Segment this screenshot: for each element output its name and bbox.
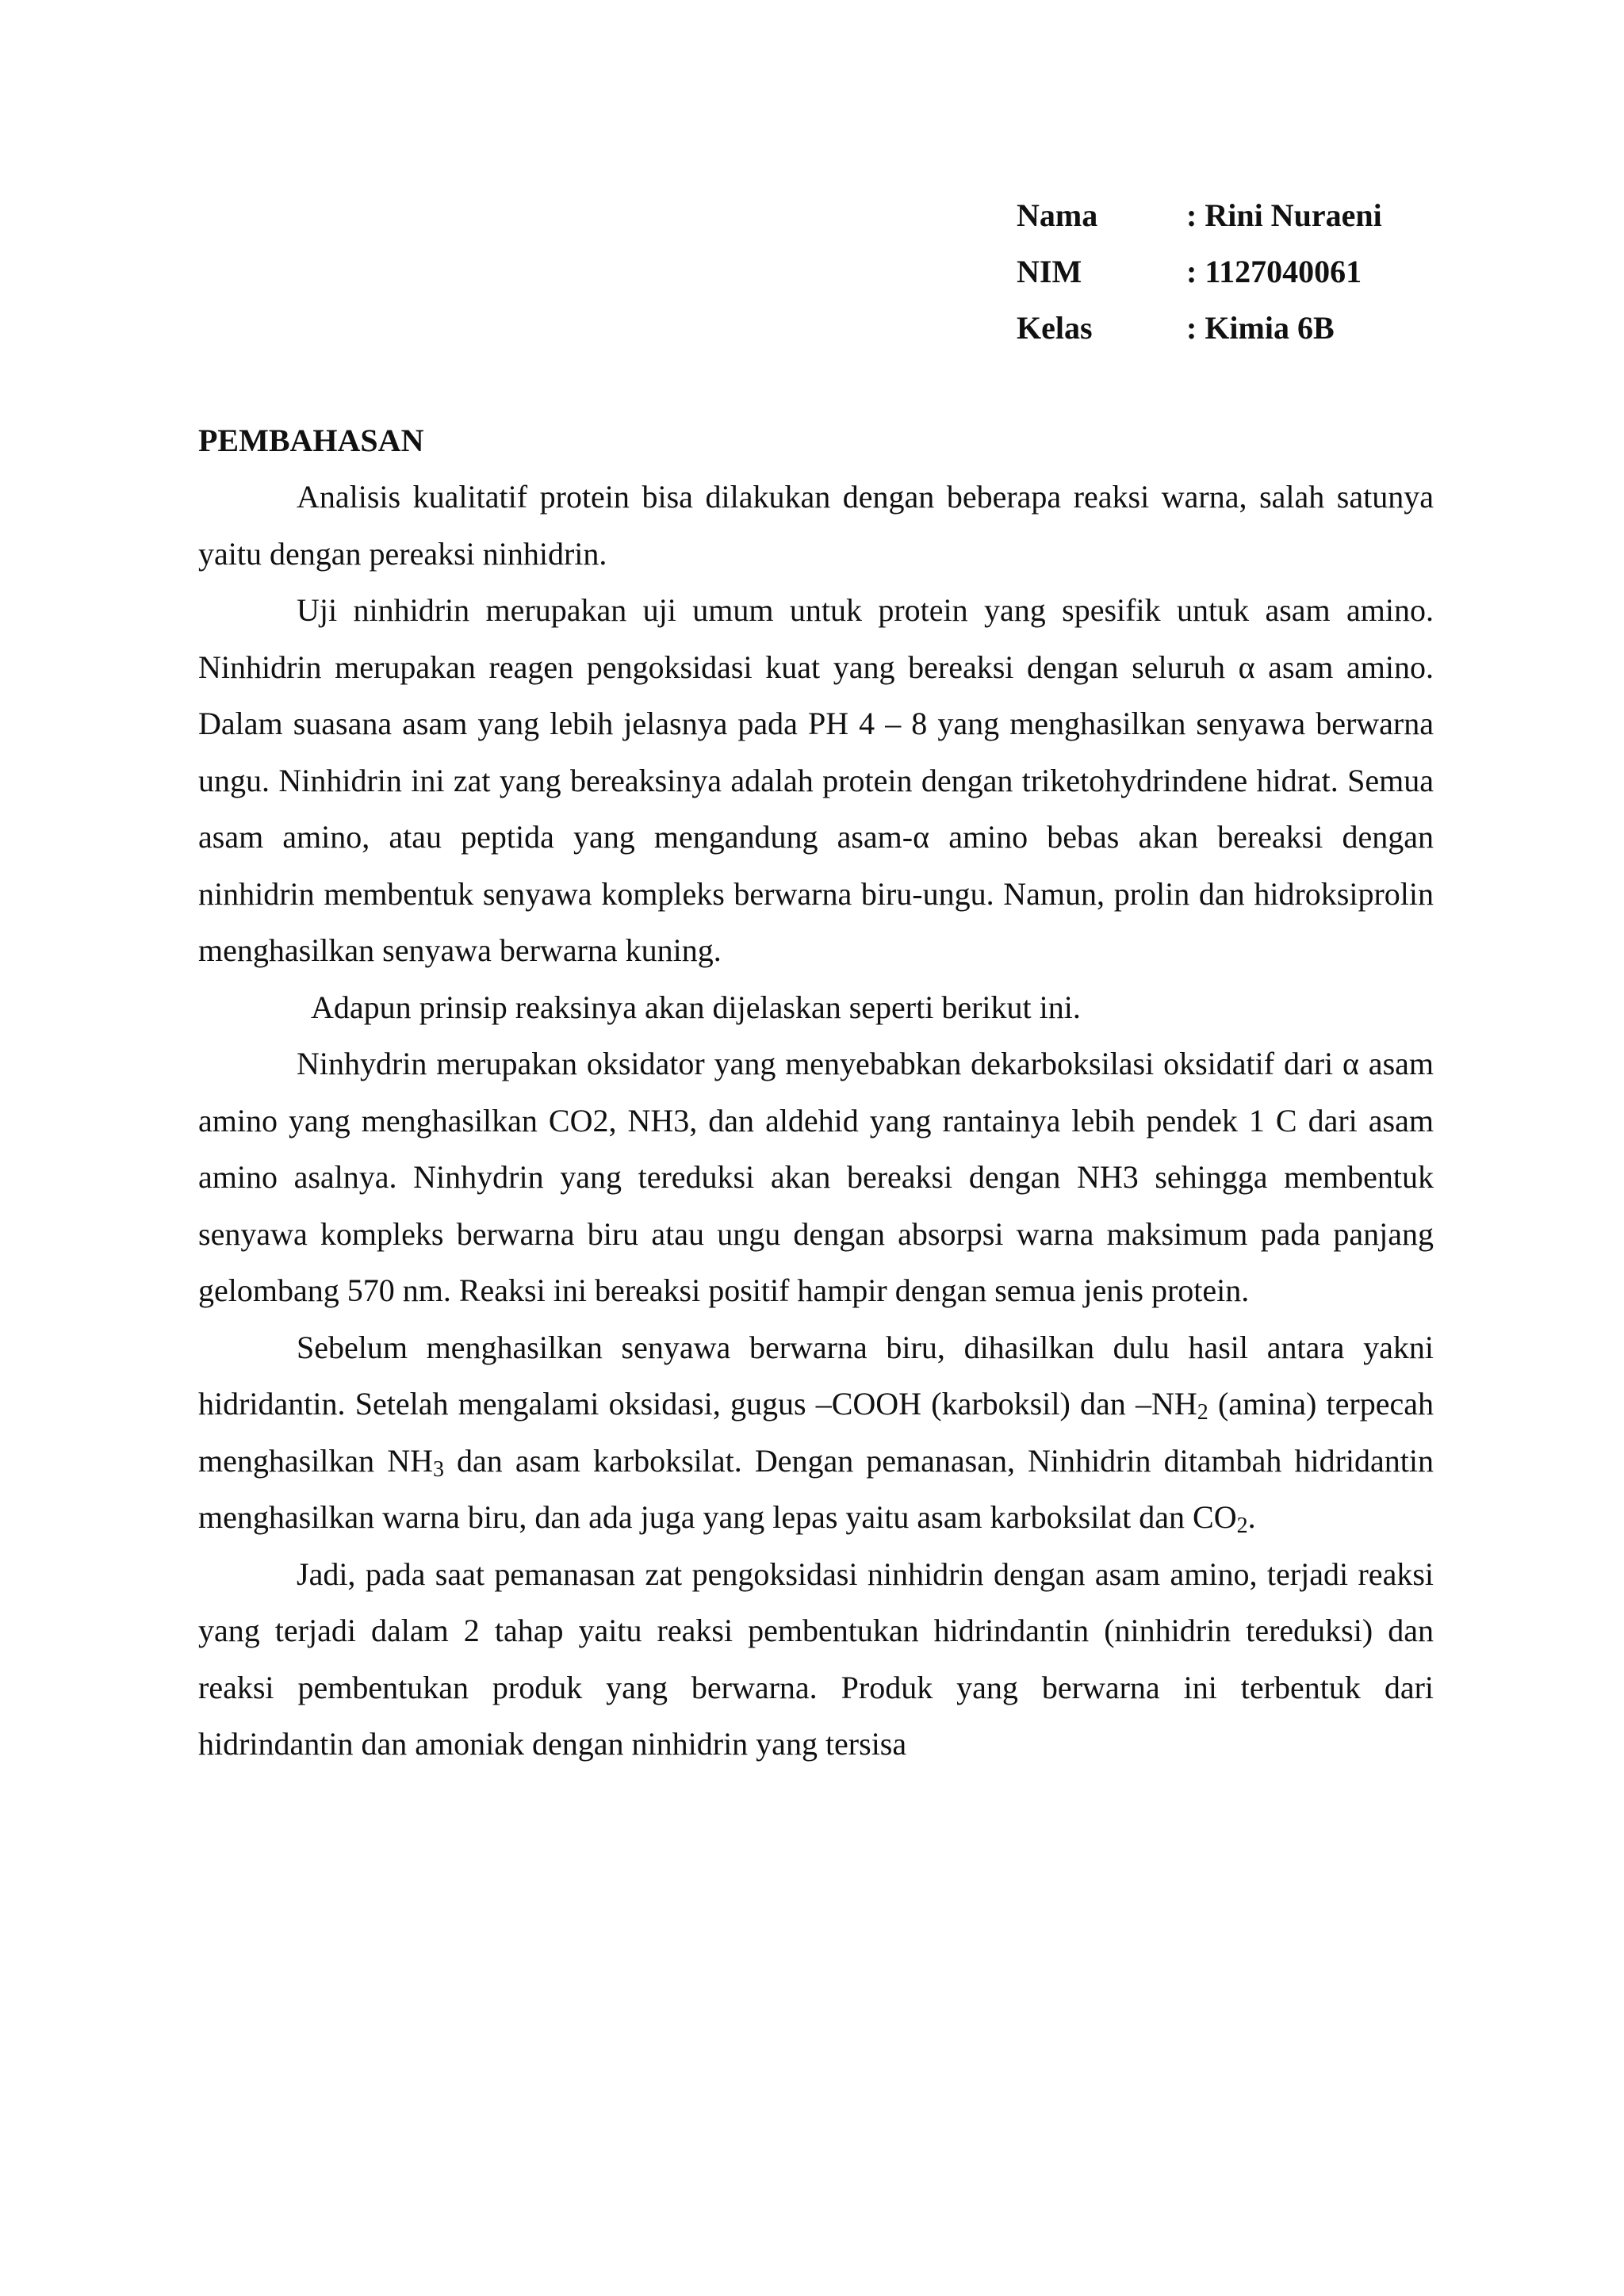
section-heading: PEMBAHASAN xyxy=(198,423,424,458)
identity-row-nama xyxy=(1017,187,1382,243)
paragraph-5 xyxy=(198,1319,1434,1546)
nama-value: : Rini Nuraeni xyxy=(1186,197,1382,233)
student-identity xyxy=(1017,187,1382,356)
kelas-label: Kelas xyxy=(1017,310,1093,346)
subscript-nh3: 3 xyxy=(432,1456,444,1482)
identity-row-nim xyxy=(1017,243,1382,300)
paragraph-5-part-d: . xyxy=(1247,1499,1256,1535)
paragraph-3: Adapun prinsip reaksinya akan dijelaskan seperti berikut ini. xyxy=(311,989,1081,1025)
paragraph-5-part-b: (amina) terpecah menghasilkan NH xyxy=(198,1386,1434,1479)
nama-label: Nama xyxy=(1017,197,1098,233)
subscript-co2: 2 xyxy=(1236,1513,1248,1538)
document-body xyxy=(198,412,1434,1773)
subscript-nh2: 2 xyxy=(1197,1400,1208,1425)
paragraph-2: Uji ninhidrin merupakan uji umum untuk protein yang spesifik untuk asam amino. Ninhidrin merupakan reagen pengoksidasi kuat yang bereaksi dengan seluruh α asam amino. Dalam suasana asam yang lebih jelasnya pada PH 4 – 8 yang menghasilkan senyawa berwarna ungu. Ninhidrin ini zat yang bereaksinya adalah protein dengan triketohydrindene hidrat. Semua asam amino, atau peptida yang mengandung asam-α amino bebas akan bereaksi dengan ninhidrin membentuk senyawa kompleks berwarna biru-ungu. Namun, prolin dan hidroksiprolin menghasilkan senyawa berwarna kuning. xyxy=(198,592,1434,968)
paragraph-5-part-c: dan asam karboksilat. Dengan pemanasan, Ninhidrin ditambah hidridantin menghasilkan warna biru, dan ada juga yang lepas yaitu asam karboksilat dan CO xyxy=(198,1442,1434,1535)
paragraph-1: Analisis kualitatif protein bisa dilakukan dengan beberapa reaksi warna, salah satunya yaitu dengan pereaksi ninhidrin. xyxy=(198,479,1434,572)
nim-value: : 1127040061 xyxy=(1186,254,1362,289)
nim-label: NIM xyxy=(1017,254,1082,289)
paragraph-6: Jadi, pada saat pemanasan zat pengoksidasi ninhidrin dengan asam amino, terjadi reaksi yang terjadi dalam 2 tahap yaitu reaksi pembentukan hidrindantin (ninhidrin tereduksi) dan reaksi pembentukan produk yang berwarna. Produk yang berwarna ini terbentuk dari hidrindantin dan amoniak dengan ninhidrin yang tersisa xyxy=(198,1556,1434,1762)
kelas-value: : Kimia 6B xyxy=(1186,310,1335,346)
identity-row-kelas xyxy=(1017,300,1382,356)
paragraph-4: Ninhydrin merupakan oksidator yang menyebabkan dekarboksilasi oksidatif dari α asam amino yang menghasilkan CO2, NH3, dan aldehid yang rantainya lebih pendek 1 C dari asam amino asalnya. Ninhydrin yang tereduksi akan bereaksi dengan NH3 sehingga membentuk senyawa kompleks berwarna biru atau ungu dengan absorpsi warna maksimum pada panjang gelombang 570 nm. Reaksi ini bereaksi positif hampir dengan semua jenis protein. xyxy=(198,1046,1434,1308)
paragraph-5-part-a: Sebelum menghasilkan senyawa berwarna biru, dihasilkan dulu hasil antara yakni hidridantin. Setelah mengalami oksidasi, gugus –COOH (karboksil) dan –NH xyxy=(198,1329,1434,1422)
